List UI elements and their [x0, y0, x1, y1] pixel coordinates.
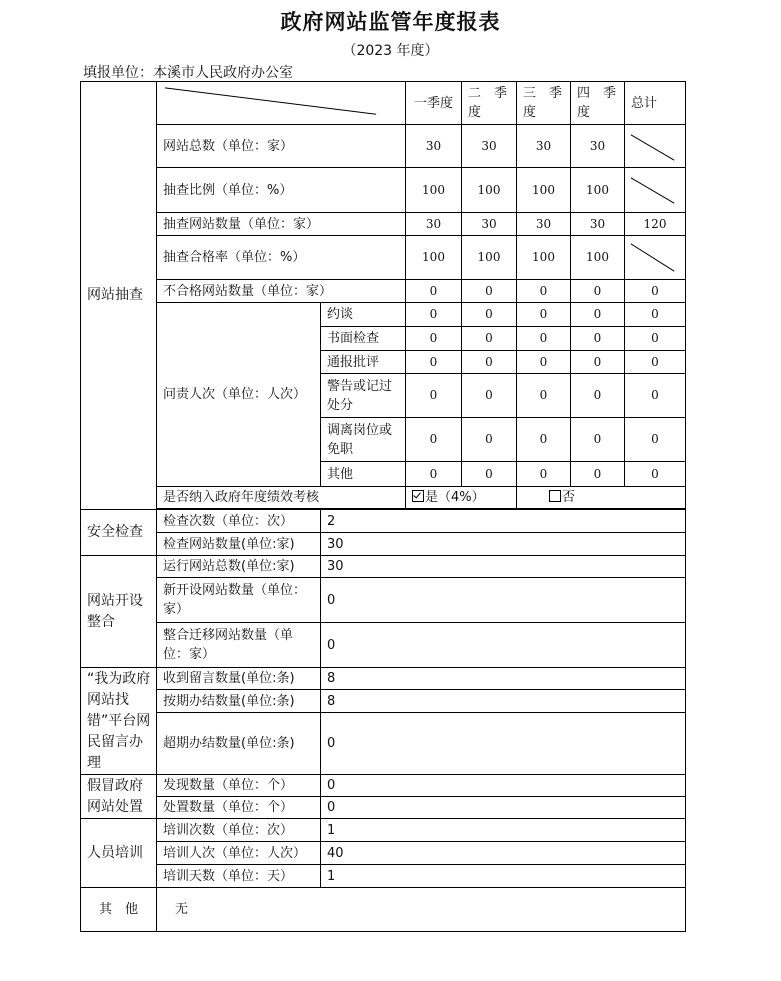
- section-other: 其 他: [81, 888, 157, 932]
- table-row: [81, 510, 686, 533]
- value-cell: 0: [406, 351, 462, 374]
- value-cell: 0: [462, 374, 517, 418]
- table-row: [81, 842, 686, 865]
- value-cell: 30: [406, 213, 462, 236]
- row-label: 培训次数（单位：次）: [157, 819, 321, 842]
- performance-row: [81, 487, 686, 509]
- other-value: 无: [157, 888, 686, 932]
- row-label: 抽查比例（单位：%）: [157, 168, 406, 213]
- value-cell: 0: [406, 303, 462, 327]
- row-label: 发现数量（单位：个）: [157, 775, 321, 797]
- table-row: [81, 668, 686, 690]
- value-cell: 100: [517, 236, 571, 280]
- value-cell: 0: [462, 303, 517, 327]
- no-label: 否: [562, 490, 576, 505]
- value-cell: 8: [321, 690, 686, 713]
- value-cell: 30: [321, 533, 686, 556]
- table-row: [81, 888, 686, 932]
- total-cell: 0: [625, 374, 686, 418]
- accountability-label: 问责人次（单位：人次）: [157, 303, 321, 487]
- row-label: 通报批评: [321, 351, 406, 374]
- section-training: 人员培训: [81, 819, 157, 888]
- total-cell: 0: [625, 327, 686, 351]
- value-cell: 0: [517, 418, 571, 462]
- table-row: [81, 533, 686, 556]
- header-q4: 四 季度: [571, 82, 625, 125]
- value-cell: 40: [321, 842, 686, 865]
- section-spot-check: 网站抽查: [81, 82, 157, 510]
- header-row: [81, 82, 686, 125]
- row-label: 书面检查: [321, 327, 406, 351]
- value-cell: 0: [406, 462, 462, 487]
- value-cell: 0: [462, 462, 517, 487]
- total-diagonal-cell: [625, 125, 686, 168]
- value-cell: 1: [321, 819, 686, 842]
- performance-no-option[interactable]: [517, 487, 686, 509]
- table-row: [81, 865, 686, 888]
- table-row: [81, 819, 686, 842]
- value-cell: 100: [462, 168, 517, 213]
- row-label: 检查次数（单位：次）: [157, 510, 321, 533]
- value-cell: 0: [462, 351, 517, 374]
- row-label: 按期办结数量(单位:条): [157, 690, 321, 713]
- value-cell: 0: [571, 462, 625, 487]
- value-cell: 30: [517, 125, 571, 168]
- value-cell: 100: [517, 168, 571, 213]
- value-cell: 1: [321, 865, 686, 888]
- diagonal-line: [625, 236, 685, 279]
- value-cell: 30: [462, 125, 517, 168]
- value-cell: 2: [321, 510, 686, 533]
- table-row: [81, 125, 686, 168]
- performance-yes-option[interactable]: [406, 487, 517, 509]
- row-label: 调离岗位或免职: [321, 418, 406, 462]
- total-diagonal-cell: [625, 168, 686, 213]
- yes-label: 是（4%）: [425, 490, 485, 505]
- diagonal-line: [625, 168, 685, 212]
- value-cell: 0: [517, 280, 571, 303]
- row-label: 抽查合格率（单位：%）: [157, 236, 406, 280]
- table-row: [81, 303, 686, 327]
- value-cell: 0: [321, 713, 686, 775]
- total-cell: 0: [625, 303, 686, 327]
- row-label: 网站总数（单位：家）: [157, 125, 406, 168]
- value-cell: 30: [321, 556, 686, 578]
- value-cell: 0: [517, 351, 571, 374]
- section-messages: “我为政府网站找错”平台网民留言办理: [81, 668, 157, 775]
- value-cell: 30: [462, 213, 517, 236]
- report-table: [80, 81, 686, 932]
- header-q3: 三 季度: [517, 82, 571, 125]
- row-label: 新开设网站数量（单位：家）: [157, 578, 321, 623]
- value-cell: 0: [517, 303, 571, 327]
- value-cell: 100: [571, 168, 625, 213]
- value-cell: 0: [517, 327, 571, 351]
- value-cell: 8: [321, 668, 686, 690]
- table-row: [81, 236, 686, 280]
- value-cell: 30: [571, 213, 625, 236]
- value-cell: 0: [321, 578, 686, 623]
- table-row: [81, 280, 686, 303]
- value-cell: 0: [571, 303, 625, 327]
- value-cell: 0: [571, 374, 625, 418]
- total-cell: 0: [625, 462, 686, 487]
- table-row: [81, 690, 686, 713]
- table-row: [81, 713, 686, 775]
- total-cell: 0: [625, 351, 686, 374]
- value-cell: 0: [462, 327, 517, 351]
- row-label: 检查网站数量(单位:家): [157, 533, 321, 556]
- row-label: 是否纳入政府年度绩效考核: [157, 487, 406, 509]
- value-cell: 0: [406, 280, 462, 303]
- value-cell: 100: [462, 236, 517, 280]
- table-row: [81, 797, 686, 819]
- row-label: 收到留言数量(单位:条): [157, 668, 321, 690]
- row-label: 警告或记过处分: [321, 374, 406, 418]
- report-title: 政府网站监管年度报表: [280, 10, 501, 34]
- section-integration: 网站开设整合: [81, 556, 157, 668]
- row-label: 处置数量（单位：个）: [157, 797, 321, 819]
- value-cell: 0: [406, 327, 462, 351]
- value-cell: 0: [571, 327, 625, 351]
- table-row: [81, 578, 686, 623]
- value-cell: 0: [406, 374, 462, 418]
- diagonal-line: [625, 125, 685, 167]
- table-row: [81, 556, 686, 578]
- row-label: 超期办结数量(单位:条): [157, 713, 321, 775]
- value-cell: 100: [571, 236, 625, 280]
- row-label: 抽查网站数量（单位：家）: [157, 213, 406, 236]
- value-cell: 0: [321, 797, 686, 819]
- value-cell: 0: [406, 418, 462, 462]
- section-counterfeit: 假冒政府网站处置: [81, 775, 157, 819]
- value-cell: 0: [321, 623, 686, 668]
- value-cell: 100: [406, 236, 462, 280]
- table-row: [81, 213, 686, 236]
- value-cell: 30: [571, 125, 625, 168]
- diagonal-line: [157, 82, 405, 124]
- checkbox-empty-icon[interactable]: [549, 490, 561, 502]
- report-year: （2023 年度）: [342, 43, 439, 59]
- row-label: 培训人次（单位：人次）: [157, 842, 321, 865]
- total-cell: 0: [625, 418, 686, 462]
- value-cell: 100: [406, 168, 462, 213]
- value-cell: 0: [462, 418, 517, 462]
- value-cell: 0: [517, 462, 571, 487]
- table-row: [81, 168, 686, 213]
- filing-unit: 填报单位：本溪市人民政府办公室: [83, 65, 293, 81]
- row-label: 整合迁移网站数量（单位：家）: [157, 623, 321, 668]
- value-cell: 0: [517, 374, 571, 418]
- total-cell: 120: [625, 213, 686, 236]
- row-label: 培训天数（单位：天）: [157, 865, 321, 888]
- header-diagonal-cell: [157, 82, 406, 125]
- row-label: 不合格网站数量（单位：家）: [157, 280, 406, 303]
- table-row: [81, 623, 686, 668]
- header-q1: 一季度: [406, 82, 462, 125]
- row-label: 运行网站总数(单位:家): [157, 556, 321, 578]
- value-cell: 30: [517, 213, 571, 236]
- value-cell: 0: [321, 775, 686, 797]
- section-security: 安全检查: [81, 510, 157, 556]
- checkbox-checked-icon[interactable]: [412, 490, 424, 502]
- total-cell: 0: [625, 280, 686, 303]
- value-cell: 0: [571, 418, 625, 462]
- total-diagonal-cell: [625, 236, 686, 280]
- value-cell: 0: [571, 351, 625, 374]
- value-cell: 0: [462, 280, 517, 303]
- header-total: 总计: [625, 82, 686, 125]
- row-label: 约谈: [321, 303, 406, 327]
- table-row: [81, 775, 686, 797]
- header-q2: 二 季度: [462, 82, 517, 125]
- row-label: 其他: [321, 462, 406, 487]
- value-cell: 30: [406, 125, 462, 168]
- value-cell: 0: [571, 280, 625, 303]
